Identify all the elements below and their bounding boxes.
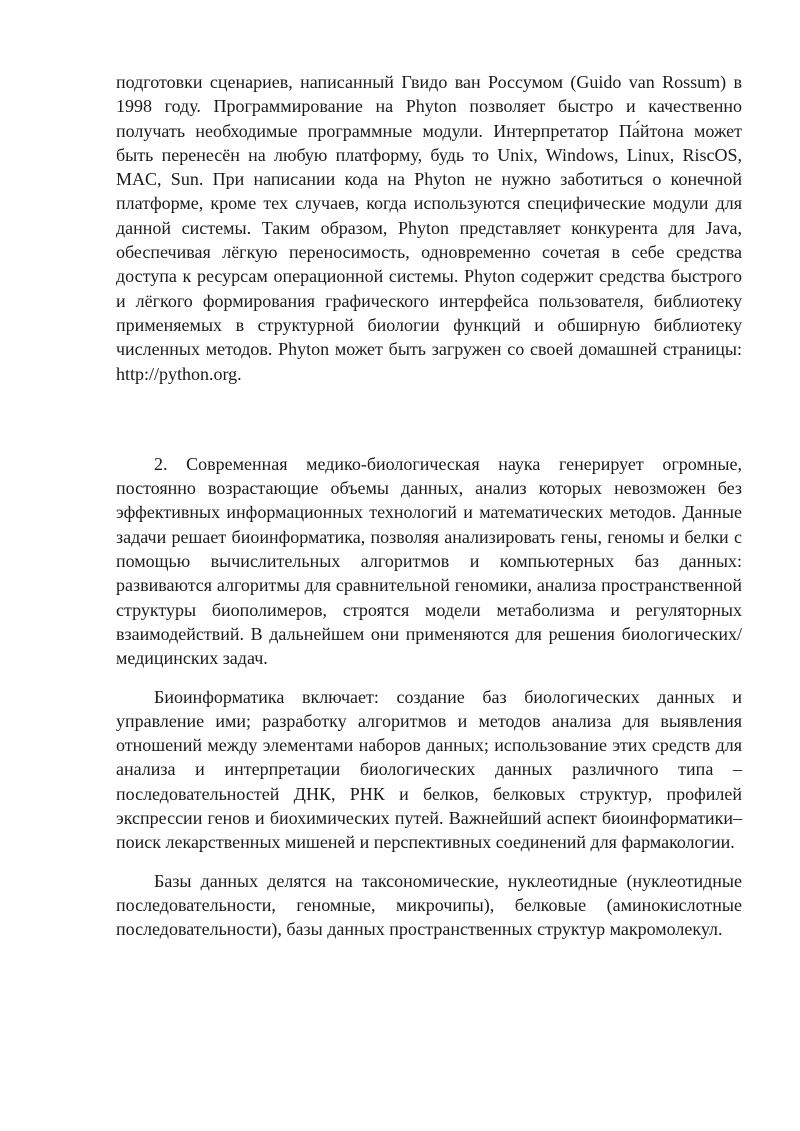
paragraph-section-2-bioinformatics-intro: 2. Современная медико-биологическая наука генерирует огромные, постоянно возрастающие объемы данных, анализ которых невозможен без эффективных информационных технологий и математических методов. Данные задачи решает биоинформатика, позволяя анализировать гены, геномы и белки с помощью вычислительных алгоритмов и компьютерных баз данных: развиваются алгоритмы для сравнительной геномики, анализа пространственной структуры биополимеров, строятся модели метаболизма и регуляторных взаимодействий. В дальнейшем они применяются для решения биологических/медицинских задач.: [116, 453, 742, 669]
paragraph-python-description: подготовки сценариев, написанный Гвидо ван Россумом (Guido van Rossum) в 1998 году. Программирование на Phyton позволяет быстро и качественно получать необходимые программные модули. Интерпретатор Па́йтона может быть перенесён на любую платформу, будь то Unix, Windows, Linux, RiscOS, MAC, Sun. При написании кода на Phyton не нужно заботиться о конечной платформе, кроме тех случаев, когда используются специфические модули для данной системы. Таким образом, Phyton представляет конкурента для Java, обеспечивая лёгкую переносимость, одновременно сочетая в себе средства доступа к ресурсам операционной системы. Phyton содержит средства быстрого и лёгкого формирования графического интерфейса пользователя, библиотеку применяемых в структурной биологии функций и обширную библиотеку численных методов. Phyton может быть загружен со своей домашней страницы: http://python.org.: [116, 72, 742, 384]
paragraph-database-types: Базы данных делятся на таксономические, нуклеотидные (нуклеотидные последовательности, геномные, микрочипы), белковые (аминокислотные последовательности), базы данных пространственных структур макромолекул.: [116, 870, 742, 940]
paragraph-bioinformatics-includes: Биоинформатика включает: создание баз биологических данных и управление ими; разработку алгоритмов и методов анализа для выявления отношений между элементами наборов данных; использование этих средств для анализа и интерпретации биологических данных различного типа – последовательностей ДНК, РНК и белков, белковых структур, профилей экспрессии генов и биохимических путей. Важнейший аспект биоинформатики– поиск лекарственных мишеней и перспективных соединений для фармакологии.: [116, 686, 742, 853]
document-page: [116, 70, 742, 942]
